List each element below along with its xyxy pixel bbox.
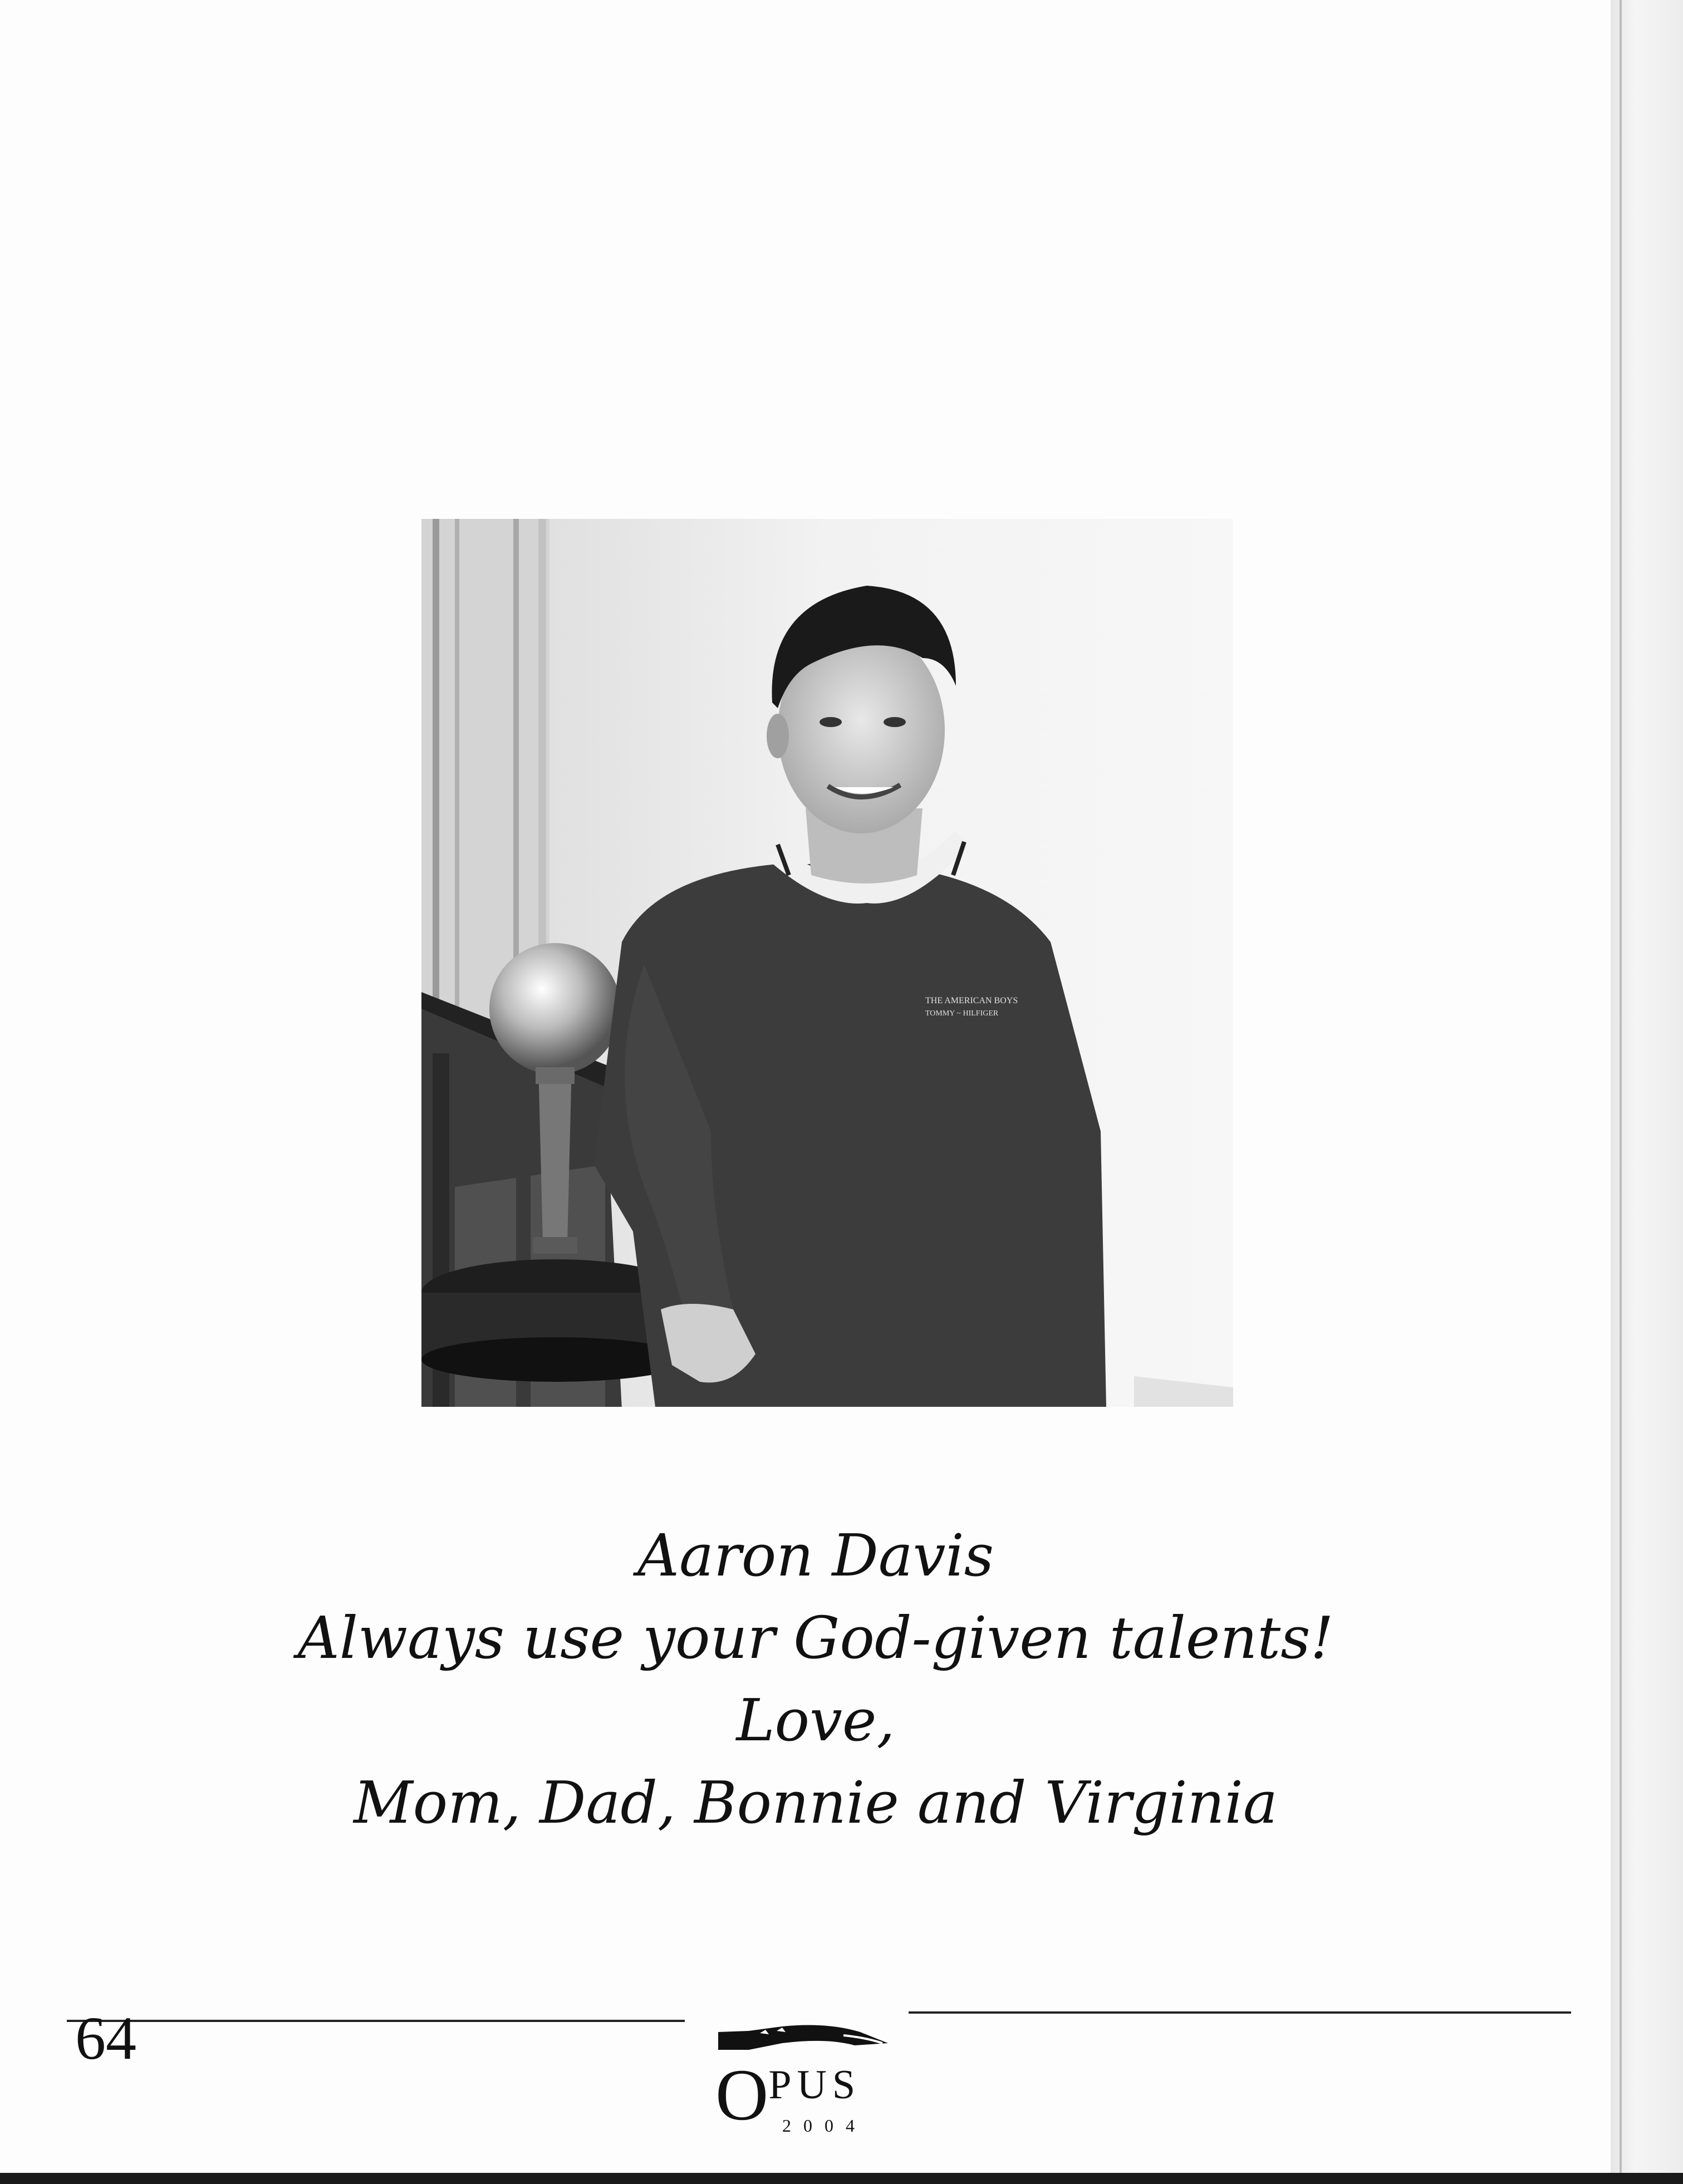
logo-letters: PUS	[768, 2062, 861, 2108]
dedication-message: Always use your God-given talents!	[297, 1604, 1334, 1672]
dedication-closing: Love,	[736, 1686, 895, 1754]
page-bottom-edge	[0, 2173, 1683, 2184]
sweater-logo-line2: TOMMY ~ HILFIGER	[925, 1009, 999, 1018]
binding-line	[1620, 0, 1622, 2184]
dedication-text	[0, 1514, 1631, 1844]
portrait-photo	[421, 519, 1233, 1407]
page-number: 64	[75, 2004, 136, 2072]
sweater-logo-line1: THE AMERICAN BOYS	[925, 996, 1018, 1005]
footer-rule-right	[909, 2011, 1571, 2014]
dedication-signature: Mom, Dad, Bonnie and Virginia	[354, 1769, 1278, 1837]
footer-rule-left	[67, 2020, 685, 2022]
logo-year: 2004	[782, 2116, 867, 2136]
student-name: Aaron Davis	[637, 1522, 994, 1589]
opus-logo	[715, 2021, 894, 2138]
logo-letter-o: O	[715, 2054, 769, 2136]
